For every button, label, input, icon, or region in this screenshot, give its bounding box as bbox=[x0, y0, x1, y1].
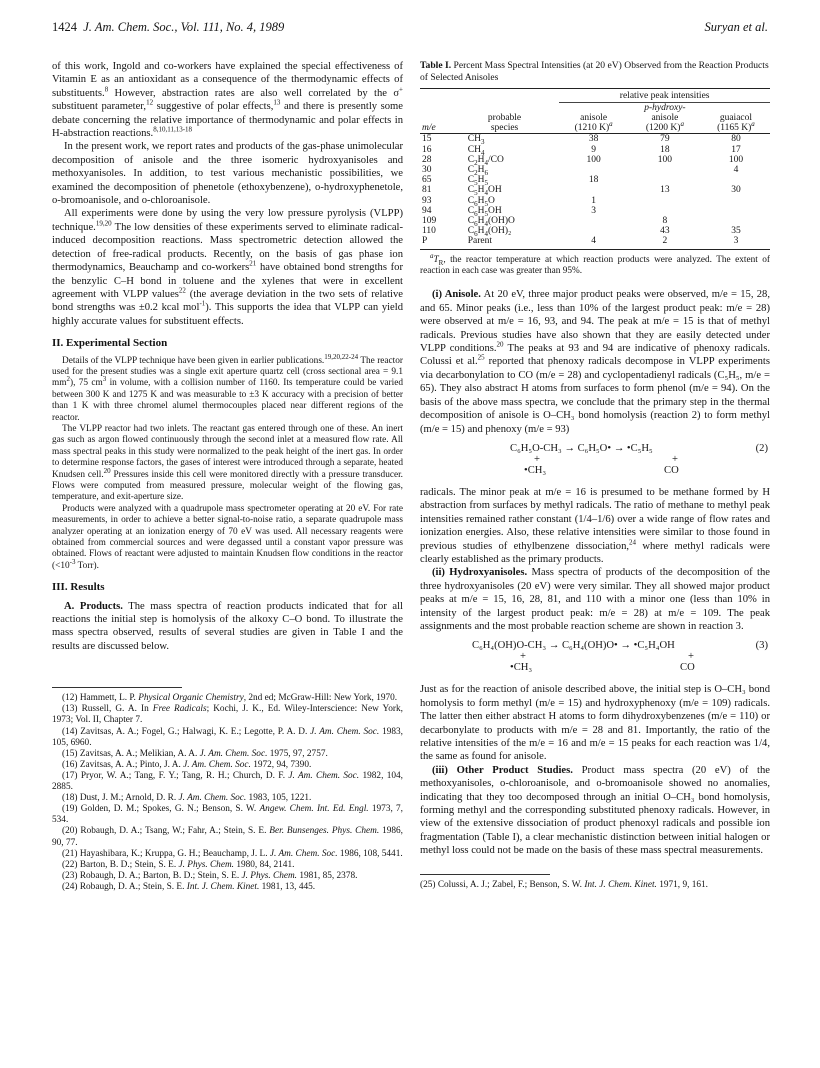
cell-anisole bbox=[559, 185, 628, 195]
cell-guaiacol: 80 bbox=[731, 134, 741, 145]
reference-item: (24) Robaugh, D. A.; Stein, S. E. Int. J. Chem. Kinet. 1981, 13, 445. bbox=[62, 881, 316, 892]
cell-species: $C_2H_4/CO$ bbox=[467, 154, 504, 167]
cell-anisole: 100 bbox=[586, 154, 601, 165]
reference-item: (14) Zavitsas, A. A.; Fogel, G.; Halwagi, K. E.; Legotte, P. A. D. J. Am. Chem. Soc. 1983, 105, 6960. bbox=[52, 726, 403, 748]
col-phyd-1: p-hydroxy- bbox=[644, 102, 686, 113]
intro-paragraph-1: of this work, Ingold and co-workers have explained the special effectiveness of Vitamin E as an antioxidant as a consequence of the thermodynamic effects of substituents.$^8$ However, abstraction rates are also well correlated by the σ+ substituent parameter,$^{12}$ suggestive of polar effects,$^{13}$ and there is presently some debate concerning the relative importance of thermodynamic and polar effects in H-abstraction reactions.$^{8,10,11,13-18}$ bbox=[52, 61, 403, 140]
cell-guaiacol: 4 bbox=[733, 165, 739, 176]
anisole-paragraph-1: (i) Anisole. At 20 eV, three major product peaks were observed, m/e = 15, 28, and 65. Minor peaks (i.e., less than 10% of the largest product peak: m/e = 28) were observed at m/e = 16, 93, and 94. The peak at m/e = 15 is that of methyl radicals. Previous studies have also shown that they are easily detected under VLPP conditions.$^{20}$ The peaks at 93 and 94 are indicative of phenoxy radicals. Colussi et al.$^{25}$ reported that phenoxy radicals decompose in VLPP experiments via decarbonylation to CO (m/e = 28) and cyclopentadienyl radicals (C₅H₅, m/e = 65). They also abstract H atoms from surfaces to form phenol (m/e = 94). On the basis of the above mass spectra, we conclude that the primary step in the thermal decomposition of anisole is O–CH₃ bond homolysis (reaction 2) to form methyl (m/e = 15) and phenoxy (m/e = 93) bbox=[420, 289, 771, 435]
equation-2-co: CO bbox=[664, 464, 679, 476]
table-row bbox=[420, 226, 770, 236]
table-row bbox=[420, 155, 770, 165]
col-anisole-1: anisole bbox=[580, 113, 608, 123]
cell-species: $C_5H_5$ bbox=[467, 175, 488, 188]
cell-p-hydroxyanisole: 2 bbox=[628, 236, 702, 249]
cell-p-hydroxyanisole bbox=[628, 196, 702, 206]
cell-guaiacol: 3 bbox=[702, 236, 770, 249]
cell-me: 16 bbox=[422, 144, 432, 155]
cell-me: 15 bbox=[422, 134, 432, 145]
running-header bbox=[52, 20, 768, 38]
col-guaiacol-2: (1165 K)$^a$ bbox=[702, 123, 770, 134]
reference-item: (16) Zavitsas, A. A.; Pinto, J. A. J. Am. Chem. Soc. 1972, 94, 7390. bbox=[62, 759, 312, 770]
cell-species: $C_5H_4OH$ bbox=[467, 185, 502, 198]
intro-paragraph-2: In the present work, we report rates and products of the gas-phase unimolecular decomposition of anisole and the three isomeric hydroxyanisoles and methoxyanisoles. In addition, to test various mechanistic possibilities, we examined the decomposition of phenetole (ethoxybenzene), o-hydroxyphenetole, o-bromoanisole, and o-chloroanisole. bbox=[52, 141, 403, 207]
cell-p-hydroxyanisole: 79 bbox=[660, 134, 670, 145]
equation-3-plus-1: + bbox=[520, 651, 526, 663]
hydroxyanisoles-paragraph-1: (ii) Hydroxyanisoles. Mass spectra of products of the decomposition of the three hydroxyanisoles (20 eV) were very similar. They all showed major product peaks at m/e = 15, 16, 28, 81, and 110 with a minor one (less than 10% in intensity of the largest product peak: m/e = 28) at m/e = 109. The peak assignments and the most probable reaction scheme are shown in reaction 3. bbox=[420, 567, 770, 632]
cell-guaiacol bbox=[702, 206, 770, 216]
reference-item: (12) Hammett, L. P. Physical Organic Chemistry, 2nd ed; McGraw-Hill: New York, 1970. bbox=[62, 693, 398, 704]
anisole-paragraph-2: radicals. The minor peak at m/e = 16 is presumed to be methane formed by H abstraction from surfaces by methyl radicals. The ratio of methane to methyl peak intensities remained rather constant (1/4–1/6) over a wide range of flow rates and ionization energies. Also, these relative intensities were similar to those found in previous studies of ethylbenzene dissociation,$^{24}$ where methyl radicals were clearly established as the primary products. bbox=[420, 486, 770, 565]
equation-2-number: (2) bbox=[755, 442, 768, 454]
equation-3 bbox=[420, 639, 770, 677]
table-group-header: relative peak intensities bbox=[559, 88, 770, 102]
cell-species: $CH_3$ bbox=[467, 134, 485, 147]
cell-guaiacol: 35 bbox=[731, 226, 741, 237]
experimental-paragraph-1: Details of the VLPP technique have been given in earlier publications.$^{19,20,22-24}$ The reactor used for the present studies was a single exit aperture quartz cell (cross sectional area = 9.1 $mm^2$), 75 $cm^3$ in volume, with a collision number of 1160. Its temperature could be varied between 300 K and 1275 K and was measurable to ±3 K accuracy with a precision of better than 1 K with three chromel alumel thermocouples placed near different regions of the reactor. bbox=[52, 352, 403, 423]
equation-2-plus-2: + bbox=[672, 453, 678, 465]
section-heading-experimental: II. Experimental Section bbox=[52, 337, 168, 350]
reference-item: (18) Dust, J. M.; Arnold, D. R. J. Am. Chem. Soc. 1983, 105, 1221. bbox=[62, 793, 312, 804]
table-row bbox=[420, 185, 770, 195]
experimental-text bbox=[52, 352, 404, 573]
col-phyd-2: anisole bbox=[651, 113, 679, 123]
table-row bbox=[420, 236, 770, 249]
reference-item: (21) Hayashibara, K.; Kruppa, G. H.; Beauchamp, J. L. J. Am. Chem. Soc. 1986, 108, 5441. bbox=[62, 848, 403, 859]
cell-me: 93 bbox=[422, 195, 432, 206]
reference-item: (23) Robaugh, D. A.; Barton, B. D.; Stein, S. E. J. Phys. Chem. 1981, 85, 2378. bbox=[62, 870, 358, 881]
col-species-1: probable bbox=[487, 113, 522, 123]
hydroxyanisoles-paragraph-2: Just as for the reaction of anisole described above, the initial step is O–CH₃ bond homolysis to form methyl (m/e = 15) and hydroxyphenoxy (m/e = 109) radicals. The latter then either abstract H atoms to form dihydroxybenzenes (m/e = 110) or decarbonylate to products with m/e = 28 and 81. Importantly, the ratio of the relative intensities of the m/e = 16 and m/e = 15 peaks for each reaction was 1/4, the same as found for anisole. bbox=[420, 684, 770, 763]
table-row bbox=[420, 134, 770, 145]
cell-species: $CH_4$ bbox=[467, 144, 485, 157]
cell-guaiacol bbox=[702, 196, 770, 206]
cell-anisole: 9 bbox=[591, 144, 596, 155]
cell-anisole bbox=[559, 165, 628, 175]
intro-paragraph-3: All experiments were done by using the very low pressure pyrolysis (VLPP) technique.$^{19,20}$ The low densities of these experiments served to eliminate radical-induced decomposition reactions. Mass spectrometric detection allowed the detection of free-radical products. Recently, on the basis of gas phase ion thermodynamics, Beauchamp and co-workers$^{21}$ have obtained bond strengths for the benzylic C–H bond in toluene and the xylenes that were in excellent agreement with VLPP values$^{22}$ (the average deviation in the two sets of relative bond strengths was ±0.2 kcal mol$^{-1}$). This supports the idea that VLPP can yield highly accurate values for substituent effects. bbox=[52, 208, 404, 327]
results-paragraph-1: A. Products. The mass spectra of reaction products indicated that for all reactions the initial step is homolysis of the alkoxy C–O bond. To illustrate the mass spectra observed, results of several studies are given in Table I and the results are discussed below. bbox=[52, 600, 403, 652]
equation-2-methyl: •CH₃ bbox=[524, 464, 547, 476]
cell-anisole bbox=[559, 226, 628, 236]
cell-guaiacol: 100 bbox=[728, 154, 744, 165]
cell-p-hydroxyanisole bbox=[628, 175, 702, 185]
reference-list bbox=[52, 693, 403, 893]
cell-species: $C_2H_6$ bbox=[467, 165, 488, 177]
section-heading-results: III. Results bbox=[52, 581, 105, 594]
table-caption: Table I. Percent Mass Spectral Intensities (at 20 eV) Observed from the Reaction Products of Selected Anisoles bbox=[420, 60, 769, 83]
cell-me: 28 bbox=[422, 154, 432, 165]
equation-2-plus-1: + bbox=[534, 453, 540, 465]
cell-anisole: 3 bbox=[591, 205, 596, 216]
reference-25: (25) Colussi, A. J.; Zabel, F.; Benson, S. W. Int. J. Chem. Kinet. 1971, 9, 161. bbox=[420, 879, 709, 890]
journal-citation: J. Am. Chem. Soc., Vol. 111, No. 4, 1989 bbox=[83, 20, 285, 34]
experimental-paragraph-2: The VLPP reactor had two inlets. The reactant gas entered through one of these. An inert gas such as argon flowed continuously through the second inlet at a measured flow rate. All mass spectral peaks in this study were normalized to the peak height of the inert gas. In order to determine response factors, the gases of interest were introduced through a separate, heated Knudsen cell.$^{20}$ Pressures inside this cell were monitored directly with a pressure transducer. Flows were computed from measured pressure, molecular weight of the flowing gas, temperature, and exit-aperture size. bbox=[52, 423, 404, 503]
cell-p-hydroxyanisole: 43 bbox=[660, 226, 670, 237]
cell-p-hydroxyanisole: 18 bbox=[660, 144, 670, 155]
col-me: m/e bbox=[420, 123, 450, 134]
right-column bbox=[420, 60, 770, 891]
reference-item: (13) Russell, G. A. In Free Radicals; Kochi, J. K., Ed. Wiley-Interscience: New York, 1973; Vol. II, Chapter 7. bbox=[52, 704, 403, 726]
footnote-rule bbox=[52, 687, 182, 688]
cell-me: 94 bbox=[422, 205, 432, 216]
equation-2-main: C₆H₅O-CH₃ → C₆H₅O• → •C₅H₅ bbox=[510, 442, 653, 454]
cell-guaiacol bbox=[702, 175, 770, 185]
col-anisole-2: (1210 K)$^a$ bbox=[559, 123, 628, 134]
experimental-paragraph-3: Products were analyzed with a quadrupole mass spectrometer operating at 20 eV. For rate measurements, in order to achieve a better signal-to-noise ratio, a separate quadrupole mass analyzer operating at an ionization energy of 70 eV was used. All necessary reagents were obtained from commercial sources and were degassed until a constant vapor pressure was obtained. Flows of reactant were adjusted to maintain Knudsen flow conditions in the reactor ($<10^{-3}$ Torr). bbox=[52, 503, 403, 571]
cell-me: 30 bbox=[422, 165, 432, 176]
col-phyd-3: (1200 K)$^a$ bbox=[628, 123, 702, 134]
equation-3-number: (3) bbox=[755, 640, 768, 652]
header-authors: Suryan et al. bbox=[704, 20, 768, 34]
equation-2 bbox=[420, 442, 770, 480]
cell-anisole bbox=[559, 216, 628, 226]
cell-anisole: 18 bbox=[588, 175, 599, 186]
cell-anisole: 38 bbox=[588, 134, 599, 145]
reference-item: (17) Pryor, W. A.; Tang, F. Y.; Tang, R. H.; Church, D. F. J. Am. Chem. Soc. 1982, 104, 2885. bbox=[52, 770, 404, 793]
table-row bbox=[420, 165, 770, 175]
other-products-paragraph: (iii) Other Product Studies. Product mass spectra (20 eV) of the methoxyanisoles, o-chloroanisole, and o-bromoanisole showed no anomalies, indicating that they too decomposed through an initial O–CH₃ bond homolysis, forming methyl and the corresponding substituted phenoxy radicals. However, in view of the extensive dissociation of product phenoxyl radicals and possible ion fragmentation (Table I), a clear mechanistic distinction between initial halogen or methyl loss could not be made on the basis of these mass spectral measurements. bbox=[420, 764, 770, 857]
cell-me: P bbox=[420, 236, 450, 249]
table-row bbox=[420, 145, 770, 155]
cell-me: 65 bbox=[422, 175, 432, 186]
cell-p-hydroxyanisole: 100 bbox=[657, 154, 673, 165]
cell-species: $C_6H_4(OH)O$ bbox=[467, 216, 515, 228]
cell-anisole: 1 bbox=[591, 195, 596, 206]
reference-item: (19) Golden, D. M.; Spokes, G. N.; Benson, S. W. Angew. Chem. Int. Ed. Engl. 1973, 7, 534. bbox=[52, 804, 404, 826]
equation-3-plus-2: + bbox=[688, 651, 694, 663]
cell-species: $C_6H_5O$ bbox=[467, 195, 495, 208]
table-row bbox=[420, 175, 770, 185]
col-guaiacol-1: guaiacol bbox=[719, 113, 753, 123]
mass-spectral-table bbox=[420, 88, 770, 250]
cell-guaiacol: 17 bbox=[731, 144, 741, 155]
table-footnote: $^aT_R$, the reactor temperature at which reaction products were analyzed. The extent of reaction in each case was greater than 95%. bbox=[420, 251, 770, 277]
cell-me: 109 bbox=[422, 216, 437, 227]
cell-species: Parent bbox=[450, 236, 560, 249]
reference-item: (20) Robaugh, D. A.; Tsang, W.; Fahr, A.; Stein, S. E. Ber. Bunsenges. Phys. Chem. 1986, 90, 77. bbox=[52, 826, 403, 848]
equation-3-co: CO bbox=[680, 662, 695, 674]
left-column bbox=[52, 60, 403, 893]
cell-p-hydroxyanisole bbox=[628, 206, 702, 216]
header-left bbox=[52, 20, 284, 35]
cell-anisole: 4 bbox=[559, 236, 628, 249]
cell-guaiacol: 30 bbox=[731, 185, 741, 196]
footnote-rule-right bbox=[420, 874, 550, 875]
cell-species: $C_6H_5OH$ bbox=[467, 205, 502, 218]
cell-p-hydroxyanisole bbox=[628, 165, 702, 175]
cell-p-hydroxyanisole: 8 bbox=[662, 216, 668, 227]
reference-item: (15) Zavitsas, A. A.; Melikian, A. A. J. Am. Chem. Soc. 1975, 97, 2757. bbox=[62, 748, 328, 759]
reference-item: (22) Barton, B. D.; Stein, S. E. J. Phys. Chem. 1980, 84, 2141. bbox=[62, 859, 295, 870]
cell-me: 110 bbox=[422, 226, 436, 237]
table-row bbox=[420, 216, 770, 226]
equation-3-methyl: •CH₃ bbox=[510, 662, 533, 674]
cell-species: $C_6H_4(OH)_2$ bbox=[467, 226, 512, 239]
table-row bbox=[420, 196, 770, 206]
equation-3-main: C₆H₄(OH)O-CH₃ → C₆H₄(OH)O• → •C₅H₄OH bbox=[472, 640, 675, 652]
cell-me: 81 bbox=[422, 185, 432, 196]
table-row bbox=[420, 206, 770, 216]
cell-guaiacol bbox=[702, 216, 770, 226]
cell-p-hydroxyanisole: 13 bbox=[660, 185, 670, 196]
col-species-2: species bbox=[450, 123, 560, 134]
page-number: 1424 bbox=[52, 20, 77, 34]
